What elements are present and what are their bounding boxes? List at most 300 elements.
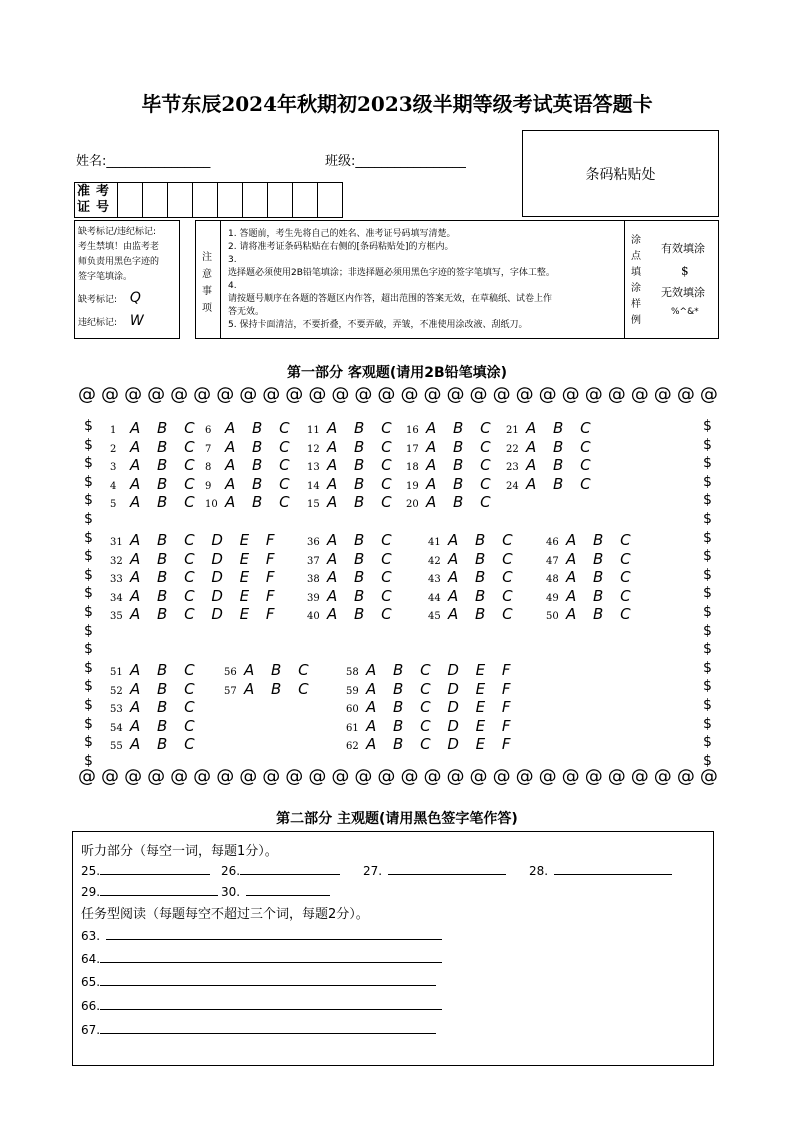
violation-mark[interactable]: W [129,313,144,329]
question-number: 61 [346,722,359,734]
border-mark: @ [446,766,465,787]
side-mark: $ [703,566,712,583]
question-row[interactable] [406,493,497,512]
border-mark: @ [331,384,350,405]
bottom-border-row [78,766,718,787]
border-mark: @ [377,384,396,405]
border-mark: @ [285,766,304,787]
side-mark: $ [703,436,712,453]
answer-options[interactable]: A B C [225,474,296,493]
question-number: 16 [406,425,419,436]
question-number: 18 [406,462,419,474]
q29-label: 29. [81,885,101,899]
question-row[interactable] [346,717,517,736]
q26-label: 26. [221,864,241,878]
answer-line[interactable] [100,883,218,896]
listening-title: 听力部分（每空一词，每题1分）。 [81,844,278,859]
question-number: 54 [110,722,123,734]
border-mark: @ [170,384,189,405]
side-mark: $ [703,696,712,713]
question-number: 9 [205,480,212,492]
question-number: 23 [506,462,519,474]
border-mark: @ [308,384,327,405]
question-row[interactable] [406,456,497,475]
border-mark: @ [147,766,166,787]
border-mark: @ [354,384,373,405]
answer-options[interactable]: A B C [130,679,201,698]
absent-mark[interactable]: Q [129,290,141,306]
side-mark: $ [703,603,712,620]
question-number: 40 [307,611,320,623]
question-number: 33 [110,574,123,586]
question-number: 14 [307,480,320,492]
side-mark: $ [703,734,712,751]
question-number: 42 [428,555,441,567]
question-number: 20 [406,499,419,511]
question-row[interactable] [546,605,637,624]
side-mark: $ [84,603,93,620]
barcode-area [522,130,719,217]
question-number: 34 [110,592,123,604]
question-row[interactable] [224,661,315,680]
answer-options[interactable]: A B C [225,419,296,437]
side-mark: $ [84,510,93,527]
question-number: 38 [307,574,320,586]
exam-number-label: 准考证号 [74,182,118,218]
border-mark: @ [78,766,96,787]
side-mark: $ [703,529,712,546]
side-mark: $ [703,548,712,565]
border-mark: @ [124,766,143,787]
exam-number-cell[interactable] [193,182,218,218]
question-number: 46 [546,537,559,548]
question-number: 52 [110,685,123,697]
answer-options[interactable]: A B C D E F [366,679,517,698]
answer-options[interactable]: A B C D E F [366,735,517,754]
answer-options[interactable]: A B C [225,493,296,512]
question-number: 58 [346,667,359,678]
marks-line: 师负责用黑色字迹的 [78,257,160,267]
question-row[interactable] [205,456,296,475]
side-mark: $ [84,715,93,732]
exam-number-cell[interactable] [218,182,243,218]
question-row[interactable] [110,438,201,457]
answer-options[interactable]: A B C [426,437,497,456]
exam-number-cell[interactable] [118,182,143,218]
answer-options[interactable]: A B C [327,474,398,493]
question-row[interactable] [346,698,517,717]
invalid-label: 无效填涂 [661,286,705,299]
question-row[interactable] [110,605,281,624]
border-mark: @ [147,384,166,405]
question-number: 6 [205,425,212,436]
question-number: 36 [307,537,320,548]
answer-options[interactable]: A B C [130,661,201,679]
side-mark: $ [84,436,93,453]
border-mark: @ [308,766,327,787]
side-mark: $ [84,418,93,434]
question-row[interactable] [307,438,398,457]
exam-number-cell[interactable] [318,182,343,218]
barcode-label: 条码粘贴处 [585,166,656,183]
question-number: 3 [110,462,117,474]
question-row[interactable] [307,605,398,624]
answer-options[interactable]: A B C [566,549,637,568]
side-mark: $ [84,566,93,583]
question-group [546,531,637,624]
question-row[interactable] [307,568,398,587]
marks-line: 签字笔填涂。 [78,272,133,282]
question-row[interactable] [307,531,398,550]
border-mark: @ [699,384,718,405]
border-mark: @ [492,384,511,405]
question-row[interactable] [546,587,637,606]
top-border-row [78,384,718,405]
question-number: 5 [110,499,117,511]
border-mark: @ [630,384,649,405]
question-row[interactable] [428,568,519,587]
note-item: 请按题号顺序在各题的答题区内作答，超出范围的答案无效，在草稿纸、试卷上作 [228,294,553,304]
border-mark: @ [170,766,189,787]
invalid-symbol: %^&* [671,307,699,317]
answer-options[interactable]: A B C D E F [130,568,281,587]
question-row[interactable] [110,717,201,736]
side-mark: $ [703,715,712,732]
side-mark: $ [703,678,712,695]
note-item: 3. [228,255,237,265]
question-number: 59 [346,685,359,697]
answer-options[interactable]: A B C [327,419,398,437]
side-mark: $ [84,622,93,639]
question-row[interactable] [307,550,398,569]
answer-options[interactable]: A B C [448,549,519,568]
answer-line[interactable] [100,1021,436,1034]
question-row[interactable] [205,438,296,457]
question-row[interactable] [110,735,201,754]
border-mark: @ [239,384,258,405]
question-number: 50 [546,611,559,623]
answer-options[interactable]: A B C D E F [366,716,517,735]
answer-line[interactable] [388,862,506,875]
question-row[interactable] [307,419,398,438]
side-mark: $ [84,696,93,713]
question-row[interactable] [546,531,637,550]
question-row[interactable] [506,456,597,475]
question-number: 48 [546,574,559,586]
answer-options[interactable]: A B C [130,419,201,437]
question-row[interactable] [406,419,497,438]
question-row[interactable] [205,475,296,494]
answer-options[interactable]: A B C [426,456,497,475]
answer-options[interactable]: A B C [327,549,398,568]
question-number: 17 [406,443,419,455]
answer-options[interactable]: A B C [426,493,497,512]
answer-options[interactable]: A B C [225,456,296,475]
border-mark: @ [377,766,396,787]
border-mark: @ [584,384,603,405]
answer-options[interactable]: A B C [130,456,201,475]
side-mark: $ [703,455,712,472]
question-row[interactable] [110,568,281,587]
notes-heading: 注意事项 [202,252,212,314]
question-row[interactable] [110,475,201,494]
question-row[interactable] [428,587,519,606]
answer-options[interactable]: A B C [526,456,597,475]
side-mark: $ [703,585,712,602]
exam-number-cell[interactable] [268,182,293,218]
border-mark: @ [285,384,304,405]
question-number: 31 [110,537,123,548]
valid-label: 有效填涂 [661,242,705,255]
page-title: 毕节东辰2024年秋期初2023级半期等级考试英语答题卡 [141,92,653,116]
answer-options[interactable]: A B C [244,661,315,679]
answer-options[interactable]: A B C [448,568,519,587]
border-mark: @ [400,766,419,787]
border-mark: @ [446,384,465,405]
question-row[interactable] [428,531,519,550]
answer-line[interactable] [106,927,442,940]
answer-options[interactable]: A B C [225,437,296,456]
answer-line[interactable] [554,862,672,875]
question-row[interactable] [428,605,519,624]
question-number: 56 [224,667,237,678]
q28-label: 28. [529,864,549,878]
border-mark: @ [538,766,557,787]
question-number: 43 [428,574,441,586]
border-mark: @ [262,766,281,787]
side-mark: $ [84,641,93,658]
subjective-answer-area [72,831,714,1066]
answer-options[interactable]: A B C [327,493,398,512]
answer-options[interactable]: A B C [130,474,201,493]
answer-options[interactable]: A B C D E F [130,586,281,605]
exam-number-cell[interactable] [293,182,318,218]
border-mark: @ [400,384,419,405]
answer-options[interactable]: A B C [566,568,637,587]
border-mark: @ [216,384,235,405]
answer-options[interactable]: A B C D E F [130,549,281,568]
q30-label: 30. [221,885,241,899]
question-row[interactable] [110,680,201,699]
question-row[interactable] [110,456,201,475]
question-number: 57 [224,685,237,697]
answer-line[interactable] [240,862,340,875]
exam-number-cell[interactable] [168,182,193,218]
question-row[interactable] [406,475,497,494]
border-mark: @ [469,384,488,405]
side-mark: $ [703,659,712,676]
question-number: 32 [110,555,123,567]
border-mark: @ [101,766,120,787]
question-row[interactable] [307,587,398,606]
question-row[interactable] [428,550,519,569]
side-mark: $ [703,418,712,434]
question-number: 60 [346,704,359,716]
answer-options[interactable]: A B C [426,419,497,437]
border-mark: @ [216,766,235,787]
border-mark: @ [124,384,143,405]
question-row[interactable] [546,568,637,587]
answer-options[interactable]: A B C [130,437,201,456]
answer-options[interactable]: A B C [566,586,637,605]
answer-options[interactable]: A B C [327,586,398,605]
class-field[interactable]: 班级:_________________ [325,154,466,169]
question-row[interactable] [224,680,315,699]
marks-box [74,220,180,339]
side-mark: $ [703,473,712,490]
question-number: 47 [546,555,559,567]
name-field[interactable]: 姓名:________________ [76,154,211,169]
question-number: 62 [346,741,359,753]
border-mark: @ [538,384,557,405]
question-row[interactable] [110,550,281,569]
question-row[interactable] [406,438,497,457]
answer-options[interactable]: A B C [130,698,201,717]
exam-number-cell[interactable] [143,182,168,218]
question-row[interactable] [506,475,597,494]
border-mark: @ [193,384,212,405]
question-group [224,661,315,698]
question-number: 55 [110,741,123,753]
question-group [307,531,398,624]
question-row[interactable] [307,475,398,494]
answer-options[interactable]: A B C [327,456,398,475]
answer-options[interactable]: A B C [426,474,497,493]
question-group [110,661,201,754]
answer-options[interactable]: A B C [327,568,398,587]
note-item: 答无效。 [228,307,265,317]
question-number: 22 [506,443,519,455]
border-mark: @ [193,766,212,787]
border-mark: @ [653,766,672,787]
answer-options[interactable]: A B C [566,531,637,549]
answer-options[interactable]: A B C [448,531,519,549]
answer-line[interactable] [100,973,436,986]
answer-options[interactable]: A B C [566,605,637,624]
answer-line[interactable] [100,950,442,963]
answer-line[interactable] [246,883,330,896]
side-mark: $ [84,585,93,602]
note-item: 选择题必须使用2B铅笔填涂；非选择题必须用黑色字迹的签字笔填写，字体工整。 [228,268,555,278]
border-mark: @ [423,384,442,405]
note-item: 2. 请将准考证条码粘贴在右侧的[条码粘贴处]的方框内。 [228,242,454,252]
answer-options[interactable]: A B C [327,605,398,624]
question-number: 37 [307,555,320,567]
question-row[interactable] [346,735,517,754]
question-row[interactable] [506,438,597,457]
question-number: 19 [406,480,419,492]
answer-options[interactable]: A B C [244,679,315,698]
answer-options[interactable]: A B C [130,716,201,735]
side-mark: $ [84,678,93,695]
answer-options[interactable]: A B C [130,493,201,512]
question-number: 2 [110,443,117,455]
border-mark: @ [469,766,488,787]
exam-number-cell[interactable] [243,182,268,218]
question-row[interactable] [205,493,296,512]
question-group [406,419,497,512]
valid-symbol: $ [681,264,689,278]
border-mark: @ [262,384,281,405]
answer-options[interactable]: A B C D E F [366,698,517,717]
side-mark: $ [84,455,93,472]
side-mark: $ [703,752,712,769]
border-mark: @ [239,766,258,787]
answer-options[interactable]: A B C [327,437,398,456]
answer-options[interactable]: A B C [526,419,597,437]
border-mark: @ [101,384,120,405]
side-mark: $ [84,492,93,509]
absent-label: 缺考标记: [78,295,118,305]
question-row[interactable] [110,587,281,606]
question-row[interactable] [346,680,517,699]
answer-options[interactable]: A B C D E F [130,531,281,549]
task-title: 任务型阅读（每题每空不超过三个词，每题2分）。 [81,907,369,922]
part1-title: 第一部分 客观题(请用2B铅笔填涂) [286,365,508,381]
side-mark: $ [703,641,712,658]
answer-options[interactable]: A B C [327,531,398,549]
border-mark: @ [607,766,626,787]
answer-options[interactable]: A B C [448,586,519,605]
answer-options[interactable]: A B C [526,437,597,456]
question-group [205,419,296,512]
question-row[interactable] [346,661,517,680]
question-row[interactable] [110,661,201,680]
border-mark: @ [78,384,96,405]
violation-label: 违纪标记: [78,318,118,328]
border-mark: @ [630,766,649,787]
border-mark: @ [354,766,373,787]
border-mark: @ [653,384,672,405]
answer-options[interactable]: A B C D E F [130,605,281,624]
note-item: 1. 答题前，考生先将自己的姓名、准考证号码填写清楚。 [228,229,456,239]
question-number: 21 [506,425,519,436]
question-row[interactable] [307,493,398,512]
question-row[interactable] [110,531,281,550]
question-number: 49 [546,592,559,604]
question-number: 53 [110,704,123,716]
border-mark: @ [561,384,580,405]
side-mark: $ [84,529,93,546]
q65-label: 65. [81,975,101,989]
side-mark: $ [84,548,93,565]
question-row[interactable] [546,550,637,569]
answer-options[interactable]: A B C [526,474,597,493]
question-number: 35 [110,611,123,623]
answer-line[interactable] [100,997,442,1010]
question-row[interactable] [110,419,201,438]
answer-options[interactable]: A B C D E F [366,661,517,679]
side-mark: $ [703,622,712,639]
question-group [307,419,398,512]
border-mark: @ [676,766,695,787]
q27-label: 27. [363,864,383,878]
question-row[interactable] [307,456,398,475]
answer-options[interactable]: A B C [448,605,519,624]
side-mark: $ [703,492,712,509]
border-mark: @ [515,384,534,405]
question-number: 1 [110,425,117,436]
question-row[interactable] [506,419,597,438]
question-row[interactable] [110,493,201,512]
question-row[interactable] [205,419,296,438]
answer-line[interactable] [100,862,210,875]
answer-options[interactable]: A B C [130,735,201,754]
side-mark: $ [84,473,93,490]
marks-line: 考生禁填！由监考老 [78,242,160,252]
question-row[interactable] [110,698,201,717]
side-mark: $ [84,659,93,676]
